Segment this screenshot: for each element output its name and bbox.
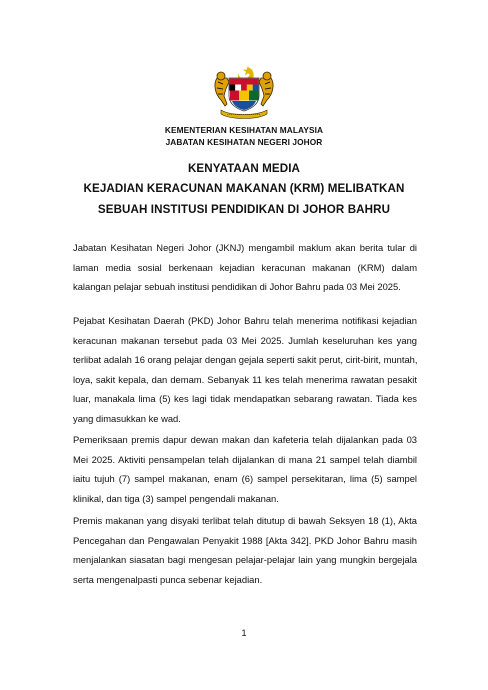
paragraph-line: kalangan pelajar sebuah institusi pendidikan di Johor Bahru pada 03 Mei 2025.	[73, 281, 401, 293]
paragraph-line: Pemeriksaan premis dapur dewan makan dan kafeteria telah dijalankan pada 03	[73, 434, 417, 445]
paragraph-line: laman media sosial berkenaan kejadian keracunan makanan (KRM) dalam	[73, 261, 417, 273]
malaysia-coat-of-arms-icon	[207, 64, 281, 122]
paragraph-line: keracunan makanan tersebut pada 03 Mei 2025. Jumlah keseluruhan kes yang	[73, 334, 417, 346]
paragraph-line: luar, manakala lima (5) kes lagi tidak mendapatkan sebarang rawatan. Tiada kes	[73, 393, 417, 405]
paragraph-3	[73, 430, 417, 508]
paragraph-line: menjalankan siasatan bagi mengesan pelajar-pelajar lain yang mungkin bergejala	[73, 554, 417, 566]
paragraph-line: klinikal, dan tiga (3) sampel pengendali makanan.	[73, 492, 279, 504]
headline-line-1: KEJADIAN KERACUNAN MAKANAN (KRM) MELIBATKAN	[83, 182, 405, 195]
paragraph-line: serta mengenalpasti punca sebenar kejadian.	[73, 573, 263, 585]
paragraph-4	[73, 511, 417, 589]
paragraph-line: Jabatan Kesihatan Negeri Johor (JKNJ) mengambil maklum akan berita tular di	[73, 242, 417, 253]
paragraph-1	[73, 238, 417, 297]
paragraph-line: Mei 2025. Aktiviti pensampelan telah dijalankan di mana 21 sampel telah diambil	[73, 453, 417, 465]
page-number: 1	[241, 628, 247, 638]
paragraph-line: Premis makanan yang disyaki terlibat telah ditutup di bawah Seksyen 18 (1), Akta	[73, 515, 417, 526]
document-type-title: KENYATAAN MEDIA	[187, 162, 301, 175]
paragraph-line: yang dimasukkan ke wad.	[73, 412, 181, 424]
paragraph-line: iaitu tujuh (7) sampel makanan, enam (6) sampel persekitaran, lima (5) sampel	[73, 473, 417, 485]
ministry-name: KEMENTERIAN KESIHATAN MALAYSIA	[164, 125, 324, 135]
paragraph-line: Pejabat Kesihatan Daerah (PKD) Johor Bahru telah menerima notifikasi kejadian	[73, 315, 417, 326]
paragraph-line: Pencegahan dan Pengawalan Penyakit 1988 [Akta 342]. PKD Johor Bahru masih	[73, 534, 417, 546]
department-name: JABATAN KESIHATAN NEGERI JOHOR	[165, 137, 323, 147]
headline-line-2: SEBUAH INSTITUSI PENDIDIKAN DI JOHOR BAHRU	[97, 203, 391, 216]
paragraph-line: loya, sakit kepala, dan demam. Sebanyak 11 kes telah menerima rawatan pesakit	[73, 373, 417, 385]
paragraph-line: terlibat adalah 16 orang pelajar dengan gejala seperti sakit perut, cirit-birit, muntah,	[73, 354, 418, 366]
paragraph-2	[73, 311, 417, 429]
